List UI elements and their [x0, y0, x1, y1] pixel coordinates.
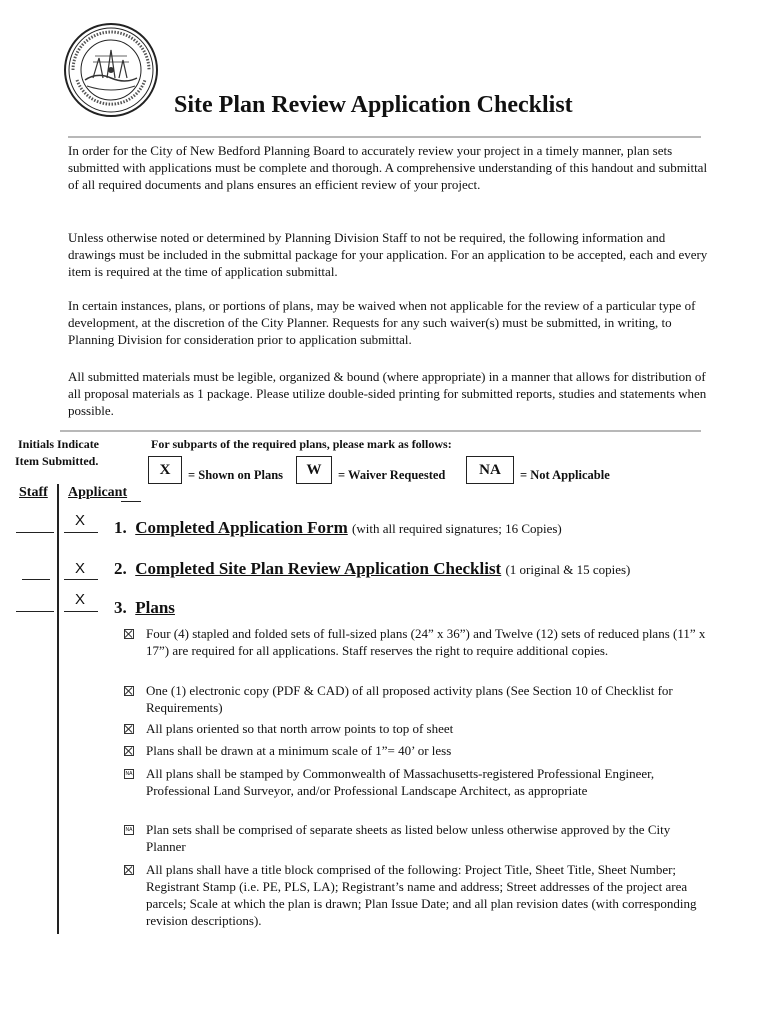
item-number: 2.	[114, 559, 127, 578]
plan-check-text: Four (4) stapled and folded sets of full-sized plans (24” x 36”) and Twelve (12) sets of reduced plans (11” x 17”) are required for all applications. Staff reserves the right to require additional copies.	[146, 626, 706, 658]
item-label: Completed Application Form	[135, 518, 348, 537]
title-divider	[68, 136, 701, 138]
item-number: 1.	[114, 518, 127, 537]
applicant-initials-blank[interactable]	[64, 579, 98, 580]
checklist-item-3	[114, 598, 175, 618]
item-number: 3.	[114, 598, 127, 617]
na-box-icon[interactable]	[124, 825, 134, 835]
item-note: (with all required signatures; 16 Copies)	[352, 521, 562, 536]
item-label: Completed Site Plan Review Application Checklist	[135, 559, 502, 578]
checked-box-icon[interactable]	[124, 629, 134, 639]
plan-check-text: All plans shall have a title block comprised of the following: Project Title, Sheet Title, Sheet Number; Registrant Stamp (i.e. PE, PLS, LA); Registrant’s name and address; Street addresses of the project area parcels; Scale at which the plan is drawn; Plan Issue Date; and all plan revision dates (with corresponding revision descriptions).	[146, 862, 697, 928]
intro-paragraph-1: In order for the City of New Bedford Planning Board to accurately review your project in a timely manner, plan sets submitted with applications must be complete and thorough. A comprehensive understanding of this handout and submittal of all required documents and plans ensures an efficient review of your project.	[68, 143, 708, 192]
legend-x-box: X	[148, 456, 182, 484]
plan-check-text: All plans oriented so that north arrow points to top of sheet	[146, 721, 454, 736]
plan-check-text: Plans shall be drawn at a minimum scale of 1”= 40’ or less	[146, 743, 452, 758]
intro-paragraph-2: Unless otherwise noted or determined by Planning Division Staff to not be required, the following information and drawings must be included in the submittal package for your application. For an application to be accepted, each and every item is required at the time of application submittal.	[68, 230, 708, 279]
plan-check-item	[124, 821, 710, 855]
legend-w-box: W	[296, 456, 332, 484]
plan-check-item	[124, 742, 710, 759]
checklist-item-2	[114, 559, 630, 579]
item-label: Plans	[135, 598, 175, 617]
plan-check-text: One (1) electronic copy (PDF & CAD) of all proposed activity plans (See Section 10 of Checklist for Requirements)	[146, 683, 673, 715]
applicant-initials-mark: X	[74, 591, 85, 608]
staff-initials-blank[interactable]	[22, 579, 50, 580]
applicant-initials-blank[interactable]	[64, 532, 98, 533]
legend-x-label: = Shown on Plans	[188, 468, 284, 482]
page-title: Site Plan Review Application Checklist	[174, 92, 573, 118]
applicant-underline-extension	[121, 501, 141, 502]
applicant-initials-blank[interactable]	[64, 611, 98, 612]
plan-check-item	[124, 625, 710, 659]
plan-check-text: Plan sets shall be comprised of separate sheets as listed below unless otherwise approved by the City Planner	[146, 822, 671, 854]
legend-na-box: NA	[466, 456, 514, 484]
na-box-text: NA	[125, 771, 133, 777]
initials-note-line1: Initials Indicate	[18, 437, 100, 451]
applicant-column-header: Applicant	[68, 485, 128, 500]
column-divider	[57, 484, 59, 934]
plan-check-item	[124, 861, 710, 929]
legend-na-label: = Not Applicable	[520, 468, 610, 482]
plan-check-text: All plans shall be stamped by Commonwealth of Massachusetts-registered Professional Engineer, Professional Land Surveyor, and/or Professional Landscape Architect, as appropriate	[146, 766, 655, 798]
item-note: (1 original & 15 copies)	[505, 562, 631, 577]
legend-divider	[60, 430, 701, 432]
plan-check-item	[124, 682, 710, 716]
applicant-initials-mark: X	[74, 512, 85, 529]
applicant-initials-mark: X	[74, 560, 85, 577]
staff-initials-blank[interactable]	[16, 611, 54, 612]
na-box-icon[interactable]	[124, 769, 134, 779]
intro-paragraph-4: All submitted materials must be legible, organized & bound (where appropriate) in a manner that allows for distribution of all proposal materials as 1 package. Please utilize double-sided printing for submitted reports, studies and statements when possible.	[68, 369, 707, 418]
na-box-text: NA	[125, 827, 133, 833]
checklist-item-1	[114, 518, 562, 538]
staff-initials-blank[interactable]	[16, 532, 54, 533]
checked-box-icon[interactable]	[124, 686, 134, 696]
checked-box-icon[interactable]	[124, 724, 134, 734]
checked-box-icon[interactable]	[124, 865, 134, 875]
staff-column-header: Staff	[19, 485, 48, 500]
plan-check-item	[124, 720, 710, 737]
legend-instruction: For subparts of the required plans, please mark as follows:	[151, 437, 452, 451]
plan-check-item	[124, 765, 710, 799]
initials-note-line2: Item Submitted.	[15, 454, 99, 468]
legend-w-label: = Waiver Requested	[338, 468, 446, 482]
checked-box-icon[interactable]	[124, 746, 134, 756]
intro-paragraph-3: In certain instances, plans, or portions of plans, may be waived when not applicable for the review of a particular type of development, at the discretion of the City Planner. Requests for any such waiver(s) must be submitted, in writing, to Planning Division for consideration prior to application submittal.	[68, 298, 696, 347]
city-seal-logo	[63, 22, 159, 118]
